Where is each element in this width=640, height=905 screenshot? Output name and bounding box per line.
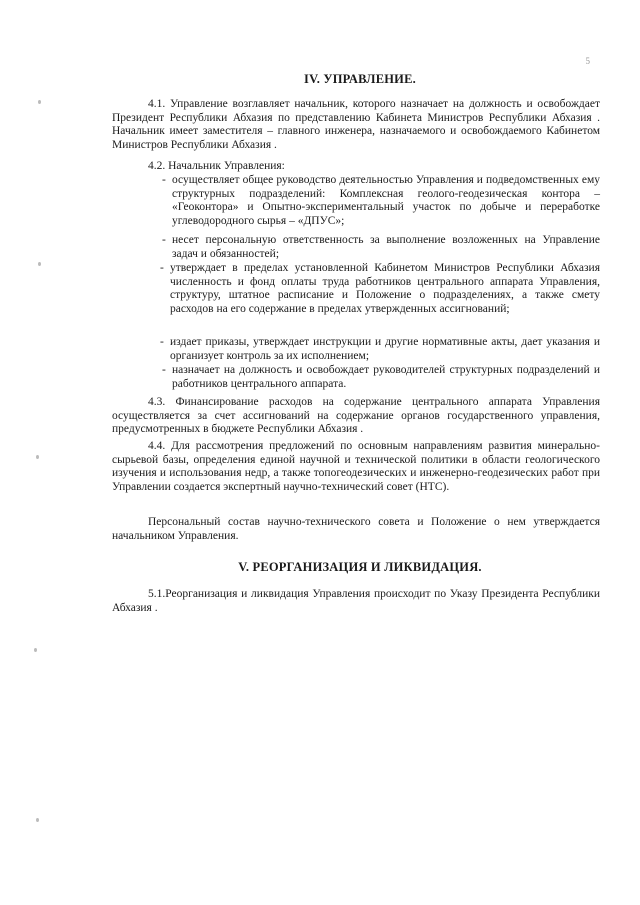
list-item: несет персональную ответственность за выполнение возложенных на Управление задач и обязанностей; (172, 234, 600, 260)
list-dash: - (162, 234, 166, 246)
section-5-heading: V. РЕОРГАНИЗАЦИЯ И ЛИКВИДАЦИЯ. (238, 560, 482, 574)
paragraph-4-2-intro (148, 160, 600, 174)
paragraph-4-5 (112, 516, 600, 543)
list-item: издает приказы, утверждает инструкции и другие нормативные акты, дает указания и организует контроль за их исполнением; (170, 336, 600, 362)
list-item: утверждает в пределах установленной Кабинетом Министров Республики Абхазия численность и фонд оплаты труда работников центрального аппарата Управления, структуру, штатное расписание и Положение о подразделениях, а также смету расходов на его содержание в пределах утвержденных ассигнований; (170, 262, 600, 315)
paragraph-4-1 (112, 98, 600, 152)
list-dash: - (160, 262, 164, 274)
list-item: осуществляет общее руководство деятельностью Управления и подведомственных ему структурных подразделений: Комплексная геолого-геодезическая контора – «Геоконтора» и Опытно-экспериментальный участок по добыче и переработке углеводородного сырья – «ДПУС»; (172, 174, 600, 227)
paragraph-4-3-text: 4.3. Финансирование расходов на содержание центрального аппарата Управления осуществляется за счет ассигнований на содержание органов государственного управления, предусмотренных в бюджете Республики Абхазия . (112, 396, 600, 436)
list-dash: - (160, 336, 164, 348)
list-dash: - (162, 174, 166, 186)
paragraph-4-2-intro-text: 4.2. Начальник Управления: (148, 160, 285, 172)
scan-speck (38, 262, 41, 266)
scan-speck (36, 818, 39, 822)
paragraph-5-1 (112, 588, 600, 615)
paragraph-4-4 (112, 440, 600, 494)
list-dash: - (162, 364, 166, 376)
list-item: назначает на должность и освобождает руководителей структурных подразделений и работников центрального аппарата. (172, 364, 600, 390)
paragraph-4-1-text: 4.1. Управление возглавляет начальник, которого назначает на должность и освобождает Президент Республики Абхазия по представлению Кабинета Министров Республики Абхазия . Начальник имеет заместителя – главного инженера, назначаемого и освобождаемого Кабинетом Министров Республики Абхазия . (112, 98, 600, 151)
scan-speck (34, 648, 37, 652)
scan-speck (36, 455, 39, 459)
section-4-heading: IV. УПРАВЛЕНИЕ. (304, 72, 416, 86)
page-number: 5 (585, 56, 590, 66)
scan-speck (38, 100, 41, 104)
paragraph-4-5-text: Персональный состав научно-технического совета и Положение о нем утверждается начальником Управления. (112, 516, 600, 542)
paragraph-4-4-text: 4.4. Для рассмотрения предложений по основным направлениям развития минерально-сырьевой базы, определения единой научной и технической политики в области геологического изучения и использования недр, а также топогеодезических и инженерно-геодезических работ при Управлении создается экспертный научно-технический совет (НТС). (112, 440, 600, 493)
paragraph-4-3 (112, 396, 600, 437)
paragraph-5-1-text: 5.1.Реорганизация и ликвидация Управления происходит по Указу Президента Республики Абхазия . (112, 588, 600, 614)
